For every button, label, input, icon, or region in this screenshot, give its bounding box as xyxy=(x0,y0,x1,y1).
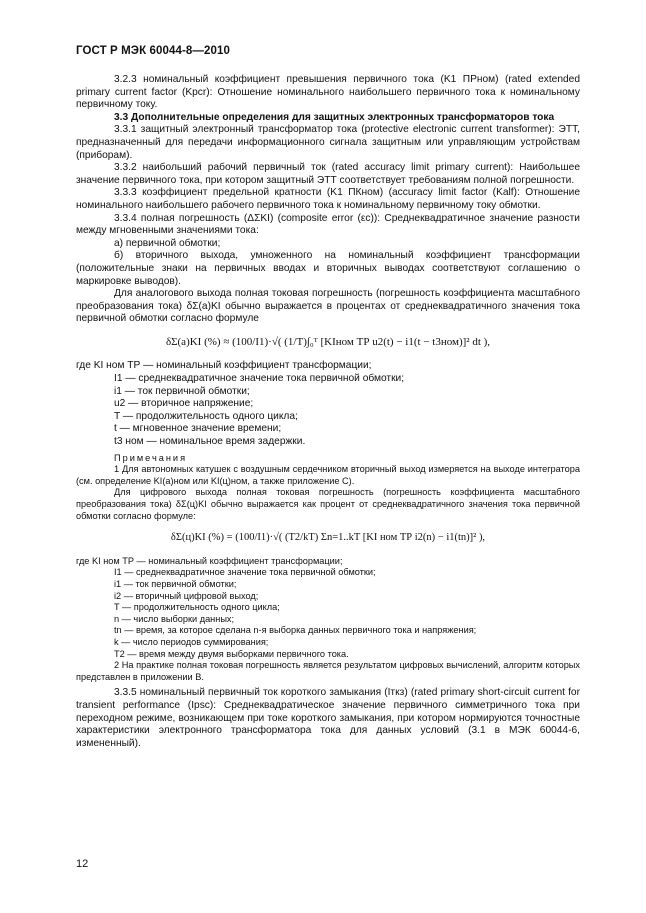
formula-analog: δΣ(a)KI (%) ≈ (100/I1)·√( (1/T)∫₀ᵀ [KIном ТР u2(t) − i1(t − t3ном)]² dt ), xyxy=(165,335,491,348)
note-1: 1 Для автономных катушек с воздушным сердечником вторичный выход измеряется на выходе интегратора (см. определение KI(a)ном или KI(ц)ном, а также приложение С). xyxy=(76,464,580,486)
legend-item: i1 — ток первичной обмотки; xyxy=(114,385,250,397)
legend-digital xyxy=(76,567,580,660)
legend-item: k — число периодов суммирования; xyxy=(114,636,269,647)
note-2: 2 На практике полная токовая погрешность является результатом цифровых вычислений, алгоритм которых представлен в приложении В. xyxy=(76,660,580,682)
page-header: ГОСТ Р МЭК 60044-8—2010 xyxy=(76,45,230,57)
item-a: а) первичной обмотки; xyxy=(114,237,221,249)
para-3-3-2: 3.3.2 наибольший рабочий первичный ток (rated accuracy limit primary current): Наибольшее значение первичного тока, при котором защитный ЭТТ соответствует требованиям полной погрешности. xyxy=(76,162,580,186)
para-analog: Для аналогового выхода полная токовая погрешность (погрешность коэффициента масштабного преобразования тока) δΣ(a)KI обычно выражается в процентах от среднеквадратичного значения тока первичной обмотки согласно формуле xyxy=(76,288,580,325)
legend-item: i1 — ток первичной обмотки; xyxy=(114,578,237,589)
legend-item: T — продолжительность одного цикла; xyxy=(114,602,280,613)
para-3-3-1: 3.3.1 защитный электронный трансформатор тока (protective electronic current transformer): ЭТТ, предназначенный для передачи информационного сигнала защитным или управляющим устройствам (приборам). xyxy=(76,124,580,161)
legend-item: tn — время, за которое сделана n-я выборка данных первичного тока и напряжения; xyxy=(114,625,477,636)
legend-item: t — мгновенное значение времени; xyxy=(114,423,282,435)
legend-item: u2 — вторичное напряжение; xyxy=(114,398,254,410)
para-3-3-3: 3.3.3 коэффициент предельной кратности (K1 ПКном) (accuracy limit factor (Kalf): Отношение номинального наибольшего рабочего первичного тока к номинальному первичному току обмотки. xyxy=(76,187,580,211)
note-1-digital: Для цифрового выхода полная токовая погрешность (погрешность коэффициента масштабного преобразования тока) δΣ(ц)KI обычно выражается как процент от среднеквадратичного значения тока первичной обмотки согласно формуле: xyxy=(76,487,580,521)
page-number: 12 xyxy=(76,858,89,870)
section-3-3-title: 3.3 Дополнительные определения для защитных электронных трансформаторов тока xyxy=(114,111,555,123)
where-analog: где KI ном ТР — номинальный коэффициент трансформации; xyxy=(76,360,372,372)
legend-item: I1 — среднеквадратичное значение тока первичной обмотки; xyxy=(114,567,376,578)
legend-item: n — число выборки данных; xyxy=(114,613,235,624)
item-b: б) вторичного выхода, умноженного на номинальный коэффициент трансформации (положительные знаки на первичных вводах и вторичных выводах соответствуют соглашению о маркировке выводов). xyxy=(76,250,580,287)
where-digital: где KI ном ТР — номинальный коэффициент трансформации; xyxy=(76,555,343,566)
formula-digital: δΣ(ц)KI (%) = (100/I1)·√( (T2/kT) Σn=1..kT [KI ном ТР i2(n) − i1(tn)]² ), xyxy=(170,532,486,544)
legend-item: T2 — время между двумя выборками первичного тока. xyxy=(114,648,349,659)
notes-title: Примечания xyxy=(114,452,188,463)
para-3-3-5: 3.3.5 номинальный первичный ток короткого замыкания (Iткз) (rated primary short-circuit current for transient performance (Ipsc): Среднеквадратическое значение первичного симметричного тока при переходном режиме, возникающем при токе короткого замыкания, при котором нормируются точностные характеристики электронного трансформатора тока для данных условий (3.1 в МЭК 60044-6, измененный). xyxy=(76,687,580,749)
legend-item: I1 — среднеквадратичное значение тока первичной обмотки; xyxy=(114,373,405,385)
para-3-2-3: 3.2.3 номинальный коэффициент превышения первичного тока (K1 ПРном) (rated extended primary current factor (Kpcr): Отношение номинального наибольшего первичного тока к номинальному первичному току. xyxy=(76,74,580,111)
legend-item: t3 ном — номинальное время задержки. xyxy=(114,436,306,448)
legend-item: i2 — вторичный цифровой выход; xyxy=(114,590,259,601)
legend-analog xyxy=(76,373,580,449)
para-3-3-4: 3.3.4 полная погрешность (ΔΣKI) (composite error (εc)): Среднеквадратичное значение разности между мгновенными значениями тока: xyxy=(76,212,580,237)
legend-item: T — продолжительность одного цикла; xyxy=(114,410,298,422)
document-body xyxy=(76,74,580,750)
